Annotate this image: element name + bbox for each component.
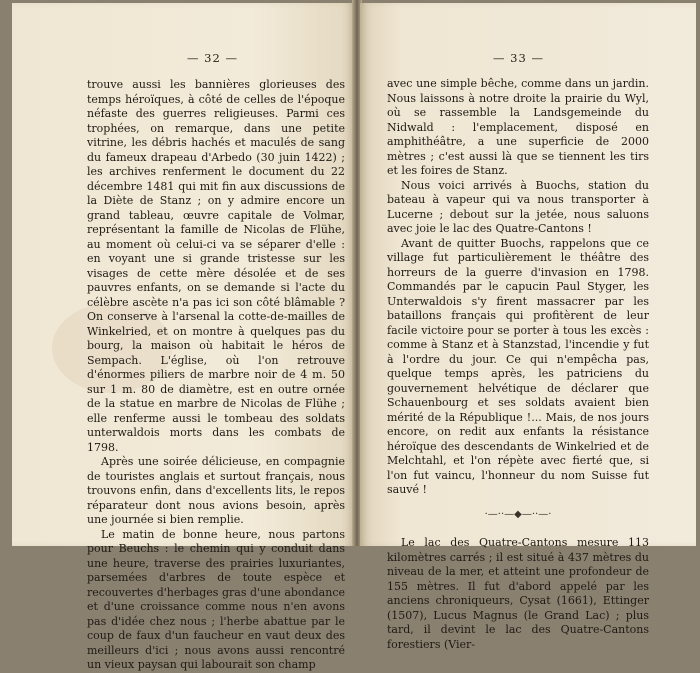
page-number: — 33 — <box>493 51 544 65</box>
paragraph: Nous voici arrivés à Buochs, station du bateau à vapeur qui va nous transporter à Lucerne ; debout sur la jetée, nous saluons avec joie le lac des Quatre-Cantons ! <box>387 178 649 235</box>
page-text <box>387 77 649 652</box>
left-page <box>12 3 354 671</box>
page-number: — 32 — <box>187 51 238 65</box>
paragraph: Avant de quitter Buochs, rappelons que ce village fut particulièrement le théâtre des horreurs de la guerre d'invasion en 1798. Commandés par le capucin Paul Styger, les Unterwaldois s'y firent massacrer par les bataillons français qui profitèrent de leur facile victoire pour se porter à tous les excès : comme à Stanz et à Stanzstad, l'incendie y fut à l'ordre du jour. Ce qui n'empêcha pas, quelque temps après, les patriciens du gouvernement helvétique de déclarer que Schauenbourg et ses soldats avaient bien mérité de la République !... Mais, de nos jours encore, on redit aux enfants la résistance héroïque des descendants de Winkelried et de Melchtahl, et l'on répète avec fierté que, si l'on fut vaincu, l'honneur du nom Suisse fut sauvé ! <box>387 236 649 496</box>
paragraph: avec une simple bêche, comme dans un jardin. Nous laissons à notre droite la prairie du Wyl, où se rassemble la Landsgemeinde du Nidwald : l'emplacement, disposé en amphithéâtre, a une superficie de 2000 mètres ; c'est aussi là que se tiennent les tirs et les foires de Stanz. <box>387 77 649 177</box>
paragraph: Après une soirée délicieuse, en compagnie de touristes anglais et surtout français, nous trouvons enfin, dans d'excellents lits, le repos réparateur dont nous avions besoin, après une journée si bien remplie. <box>87 455 345 526</box>
section-separator: ·—··—◆—··—· <box>484 508 552 520</box>
paragraph: Le lac des Quatre-Cantons mesure 113 kilomètres carrés ; il est situé à 437 mètres du niveau de la mer, et atteint une profondeur de 155 mètres. Il fut d'abord appelé par les anciens chroniqueurs, Cysat (1661), Ettinger (1507), Lucus Magnus (le Grand Lac) ; plus tard, il devint le lac des Quatre-Cantons forestiers (Vier- <box>387 536 649 651</box>
right-page <box>360 3 696 651</box>
page-text <box>87 78 345 673</box>
paragraph: Le matin de bonne heure, nous partons pour Beuchs : le chemin qui y conduit dans une heure, traverse des prairies luxuriantes, parsemées d'arbres de toute espèce et recouvertes d'herbages gras d'une abondance et d'une croissance comme nous n'en avons pas d'idée chez nous ; l'herbe abattue par le coup de faux d'un faucheur en vaut deux des meilleurs d'ici ; nous avons aussi rencontré un vieux paysan qui labourait son champ <box>87 527 345 671</box>
paragraph: trouve aussi les bannières glorieuses des temps héroïques, à côté de celles de l'époque néfaste des guerres religieuses. Parmi ces trophées, on remarque, dans une petite vitrine, les débris hachés et maculés de sang du fameux drapeau d'Arbedo (30 juin 1422) ; les archives renferment le document du 22 décembre 1481 qui mit fin aux discussions de la Diète de Stanz ; on y admire encore un grand tableau, œuvre capitale de Volmar, représentant la famille de Nicolas de Flühe, au moment où celui-ci va se séparer d'elle : en voyant une si grande tristesse sur les visages de cette mère désolée et de ses pauvres enfants, on se demande si l'acte du célèbre ascète n'a pas ici son côté blâmable ? On conserve à l'arsenal la cotte-de-mailles de Winkelried, et on montre à quelques pas du bourg, la maison où habitait le héros de Sempach. L'église, où l'on retrouve d'énormes piliers de marbre noir de 4 m. 50 sur 1 m. 80 de diamètre, est en outre ornée de la statue en marbre de Nicolas de Flühe ; elle renferme aussi le tombeau des soldats unterwaldois morts dans les combats de 1798. <box>87 78 345 454</box>
